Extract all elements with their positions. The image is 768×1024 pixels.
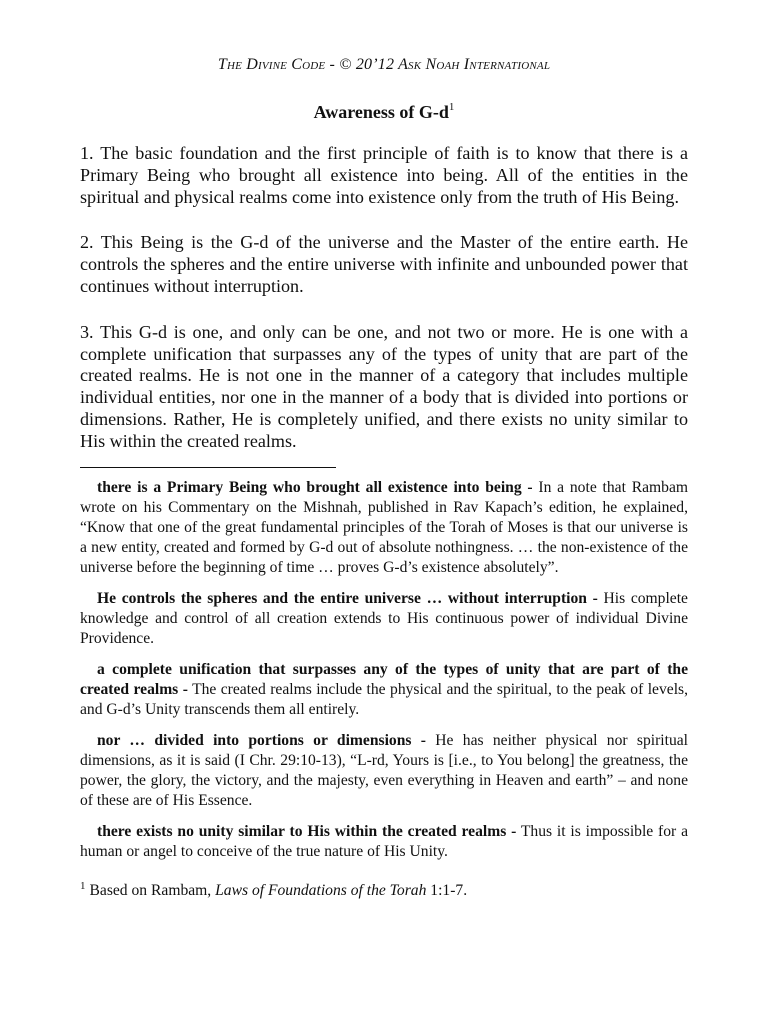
note-text: The created realms include the physical and the spiritual, to the peak of levels, and G-d’s Unity transcends them all entirely. — [80, 680, 688, 718]
commentary-note-2 — [80, 589, 688, 649]
footnote — [80, 876, 688, 901]
note-text: In a note that Rambam wrote on his Commentary on the Mishnah, published in Rav Kapach’s edition, he explained, “Know that one of the great fundamental principles of the Torah of Moses is that our universe is a new entity, created and formed by G-d out of absolute nothingness. … the non-existence of the universe before the beginning of time … proves G-d’s existence absolutely”. — [80, 478, 688, 576]
commentary-notes — [80, 478, 688, 862]
paragraph-1: 1. The basic foundation and the first principle of faith is to know that there is a Primary Being who brought all existence into being. All of the entities in the spiritual and physical realms come into existence only from the truth of His Being. — [80, 143, 688, 207]
note-term: He controls the spheres and the entire universe … without interruption - — [97, 589, 598, 607]
page-title — [80, 101, 688, 123]
commentary-note-4 — [80, 731, 688, 811]
paragraph-2: 2. This Being is the G-d of the universe and the Master of the entire earth. He controls the spheres and the entire universe with infinite and unbounded power that continues without interruption. — [80, 232, 688, 296]
paragraph-3: 3. This G-d is one, and only can be one, and not two or more. He is one with a complete unification that surpasses any of the types of unity that are part of the created realms. He is not one in the manner of a category that includes multiple individual entities, nor one in the manner of a body that is divided into portions or dimensions. Rather, He is completely unified, and there exists no unity similar to His within the created realms. — [80, 321, 688, 451]
title-footnote-ref[interactable]: 1 — [448, 101, 455, 113]
note-term: there is a Primary Being who brought all existence into being - — [97, 478, 533, 496]
page-title-text: Awareness of G-d — [313, 102, 449, 122]
note-term: nor … divided into portions or dimensions - — [97, 731, 426, 749]
footnote-number: 1 — [80, 879, 86, 892]
commentary-note-5 — [80, 822, 688, 862]
footnote-prefix: Based on Rambam, — [89, 881, 216, 899]
commentary-note-3 — [80, 660, 688, 720]
note-text: He has neither physical nor spiritual dimensions, as it is said (I Chr. 29:10-13), “L-rd, Yours is [i.e., to You belong] the greatness, the power, the glory, the victory, and the majesty, even everything in Heaven and earth” – and none of these are of His Essence. — [80, 731, 688, 809]
footnote-suffix: 1:1-7. — [426, 881, 468, 899]
notes-divider — [80, 467, 336, 468]
note-text: Thus it is impossible for a human or angel to conceive of the true nature of His Unity. — [80, 822, 688, 860]
running-header — [80, 56, 688, 74]
note-term: there exists no unity similar to His within the created realms - — [97, 822, 517, 840]
note-term: a complete unification that surpasses any of the types of unity that are part of the created realms - — [80, 660, 688, 698]
footnote-source-title: Laws of Foundations of the Torah — [215, 881, 427, 899]
note-text: His complete knowledge and control of all creation extends to His continuous power of individual Divine Providence. — [80, 589, 688, 647]
document-page — [80, 56, 688, 916]
running-header-text: The Divine Code - © 20’12 Ask Noah International — [217, 56, 551, 73]
commentary-note-1 — [80, 478, 688, 578]
